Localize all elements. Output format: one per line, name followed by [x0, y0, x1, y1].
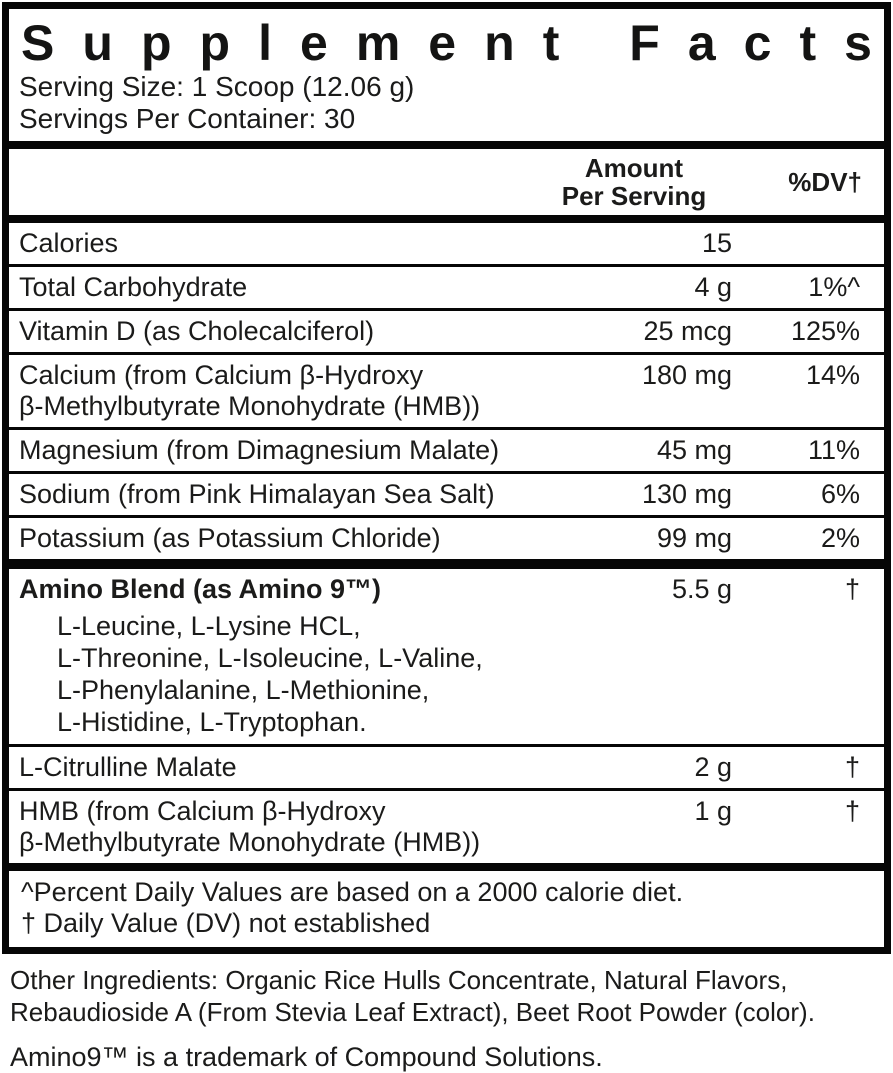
nutrient-name: Total Carbohydrate: [19, 272, 248, 302]
nutrient-amount: 5.5 g: [671, 574, 732, 604]
footnote-line: † Daily Value (DV) not established: [21, 908, 431, 938]
nutrient-name-line1: HMB (from Calcium β-Hydroxy: [19, 796, 386, 826]
nutrient-amount: 45 mg: [656, 435, 732, 465]
other-ingredients-line: Rebaudioside A (From Stevia Leaf Extract), Beet Root Powder (color).: [10, 997, 815, 1027]
nutrient-row-magnesium: [9, 430, 884, 471]
nutrient-name: Potassium (as Potassium Chloride): [19, 523, 441, 553]
divider-bar: [9, 215, 884, 223]
nutrient-amount: 15: [701, 228, 732, 258]
nutrient-amount: 25 mcg: [643, 316, 732, 346]
nutrient-name: Magnesium (from Dimagnesium Malate): [19, 435, 500, 465]
facts-box: [2, 2, 891, 954]
other-ingredients-line: Other Ingredients: Organic Rice Hulls Concentrate, Natural Flavors,: [10, 965, 788, 995]
nutrient-dv: 14%: [805, 360, 860, 390]
nutrient-dv: 125%: [790, 316, 860, 346]
serving-size: Serving Size: 1 Scoop (12.06 g): [19, 71, 415, 102]
column-header-row: [9, 149, 884, 215]
nutrient-row-hmb: [9, 791, 884, 863]
divider-bar: [9, 863, 884, 871]
amino-ingredient-line: L-Histidine, L-Tryptophan.: [57, 707, 367, 737]
amino-blend-row: [9, 569, 884, 610]
amino-blend-section: [9, 569, 884, 744]
column-header-amount-line1: Amount: [584, 153, 684, 183]
nutrient-dv: †: [844, 796, 860, 826]
nutrient-row-vitamin-d: [9, 311, 884, 352]
nutrient-name-line1: Calcium (from Calcium β-Hydroxy: [19, 360, 424, 390]
nutrient-dv: †: [844, 574, 860, 604]
nutrient-name: Sodium (from Pink Himalayan Sea Salt): [19, 479, 495, 509]
nutrient-amount: 4 g: [694, 272, 732, 302]
footnote-line: ^Percent Daily Values are based on a 2000 calorie diet.: [21, 877, 684, 907]
nutrient-name: [9, 796, 552, 858]
footnotes: [9, 871, 884, 947]
nutrient-dv: †: [844, 752, 860, 782]
trademark-note: Amino9™ is a trademark of Compound Solutions.: [10, 1042, 603, 1072]
column-header-dv: %DV†: [788, 166, 862, 197]
nutrient-rows: [9, 223, 884, 559]
nutrient-row-total-carbohydrate: [9, 267, 884, 308]
nutrient-row-sodium: [9, 474, 884, 515]
amino-ingredient-line: L-Phenylalanine, L-Methionine,: [57, 675, 430, 705]
label-header: [9, 9, 884, 141]
nutrient-amount: 1 g: [694, 796, 732, 826]
label-title: S u p p l e m e n t F a c t s: [21, 15, 872, 71]
nutrient-dv: 11%: [807, 435, 860, 465]
nutrient-name: Calories: [19, 228, 119, 258]
nutrient-dv: 6%: [820, 479, 860, 509]
below-box-text: [2, 954, 891, 1073]
nutrient-name-line2: β-Methylbutyrate Monohydrate (HMB)): [19, 827, 481, 857]
nutrient-row-citrulline: [9, 747, 884, 788]
nutrient-name: [9, 360, 552, 422]
nutrient-row-calories: [9, 223, 884, 264]
nutrient-name: L-Citrulline Malate: [19, 752, 237, 782]
nutrient-dv: 2%: [820, 523, 860, 553]
divider-bar: [9, 559, 884, 569]
nutrient-amount: 99 mg: [656, 523, 732, 553]
nutrient-amount: 130 mg: [641, 479, 732, 509]
nutrient-name-line2: β-Methylbutyrate Monohydrate (HMB)): [19, 391, 481, 421]
nutrient-dv: 1%^: [808, 272, 860, 302]
nutrient-row-calcium: [9, 355, 884, 427]
nutrient-name: Amino Blend (as Amino 9™): [19, 574, 382, 604]
amino-ingredient-line: L-Leucine, L-Lysine HCL,: [57, 611, 361, 641]
divider-bar: [9, 141, 884, 149]
nutrient-amount: 2 g: [694, 752, 732, 782]
amino-ingredient-list: [9, 610, 884, 744]
column-header-amount-line2: Per Serving: [561, 181, 707, 211]
nutrient-row-potassium: [9, 518, 884, 559]
nutrient-amount: 180 mg: [641, 360, 732, 390]
nutrient-name: Vitamin D (as Cholecalciferol): [19, 316, 375, 346]
amino-ingredient-line: L-Threonine, L-Isoleucine, L-Valine,: [57, 643, 483, 673]
servings-per-container: Servings Per Container: 30: [19, 103, 356, 134]
column-header-amount: [534, 154, 734, 210]
